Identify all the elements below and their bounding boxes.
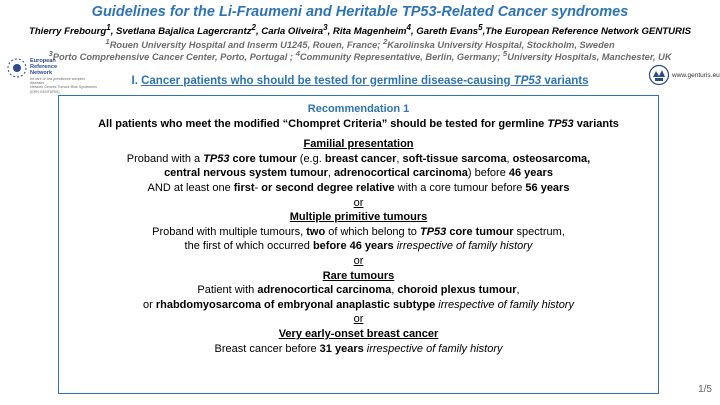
section-numeral: I. (131, 75, 142, 87)
criteria-qualifier: irrespective of family history (438, 298, 574, 311)
page-number: 1/5 (698, 384, 712, 395)
affiliation-text: University Hospitals, Manchester, UK (507, 52, 672, 63)
age-threshold: 56 years (525, 181, 570, 194)
recommendation-title: Recommendation 1 (307, 103, 410, 115)
ern-subtitle-line: Network Genetic Tumour Risk Syndromes (ERN GENTURIS) (30, 85, 97, 94)
criteria-text: , (391, 284, 398, 297)
page-title: Guidelines for the Li-Fraumeni and Heritable TP53-Related Cancer syndromes (91, 4, 629, 20)
familial-line-3 (59, 181, 658, 196)
author-name: Thierry Frebourg (28, 26, 107, 38)
criteria-text: with a core tumour before (394, 181, 526, 194)
author-affiliation-mark: 5 (478, 23, 483, 32)
statement-text: All patients who meet the modified “Chompret Criteria” should be tested for germline (98, 117, 548, 130)
criteria-text: core tumour (446, 225, 514, 238)
gene-name: TP53 (513, 75, 542, 87)
recommendation-content (59, 102, 658, 356)
criteria-text: , (327, 167, 335, 180)
affiliation-text: Porto Comprehensive Cancer Center, Porto, Portugal ; (52, 52, 296, 63)
criteria-text: Breast cancer before (214, 342, 320, 355)
author-name: , Svetlana Bajalica Lagercrantz (110, 26, 252, 38)
or-separator: or (353, 196, 364, 209)
early-onset-header: Very early-onset breast cancer (278, 327, 439, 340)
recommendation-statement (59, 117, 658, 132)
ern-name-line: European (30, 58, 56, 64)
early-onset-line-1 (59, 342, 658, 357)
multiple-header: Multiple primitive tumours (289, 211, 428, 224)
affiliation-mark: 5 (502, 49, 508, 58)
author-affiliation-mark: 2 (251, 23, 256, 32)
ern-name-line: Reference (30, 64, 58, 70)
section-title-text: variants (541, 75, 589, 87)
author-name: ,The European Reference Network GENTURIS (482, 26, 692, 38)
affiliation-mark: 2 (382, 37, 388, 46)
rare-header: Rare tumours (322, 269, 395, 282)
ern-name-line: Network (30, 70, 53, 76)
author-affiliation-mark: 4 (406, 23, 411, 32)
affiliation-text: Rouen University Hospital and Inserm U1245, Rouen, France; (109, 40, 383, 51)
familial-header: Familial presentation (303, 138, 414, 151)
age-threshold: 46 years (508, 167, 553, 180)
tumour-type: adrenocortical carcinoma (334, 167, 468, 180)
age-threshold: 31 years (319, 342, 364, 355)
ern-subtitle-line: for rare or low prevalence complex diseases (30, 77, 86, 86)
criteria-text: AND at least one (147, 181, 234, 194)
familial-line-2 (59, 166, 658, 181)
criteria-text: Proband with a (126, 152, 204, 165)
criteria-text: ) before (467, 167, 509, 180)
criteria-text: the first of which occurred (184, 240, 313, 253)
criteria-text: of which belong to (325, 225, 420, 238)
genturis-url: www.genturis.eu (672, 72, 720, 79)
criteria-text: , (506, 152, 513, 165)
section-title (141, 75, 588, 87)
gene-name: TP53 (547, 117, 574, 130)
author-affiliation-mark: 3 (323, 23, 328, 32)
tumour-type: central nervous system tumour (164, 167, 328, 180)
rare-line-1 (59, 283, 658, 298)
author-list (0, 23, 720, 37)
criteria-text: or (143, 298, 156, 311)
criteria-text: (e.g. (296, 152, 325, 165)
tumour-type: rhabdomyosarcoma of embryonal anaplastic subtype (155, 298, 436, 311)
familial-line-1 (59, 152, 658, 167)
or-separator: or (353, 254, 364, 267)
criteria-qualifier: irrespective of family history (366, 342, 503, 355)
criteria-text: spectrum, (513, 225, 565, 238)
affiliation-text: Community Representative, Berlin, Germany; (299, 52, 503, 63)
multiple-line-2 (59, 239, 658, 254)
criteria-text: Patient with (197, 284, 258, 297)
author-affiliation-mark: 1 (106, 23, 111, 32)
criteria-text: Proband with multiple tumours, (152, 225, 307, 238)
gene-name: TP53 (203, 152, 230, 165)
criteria-qualifier: irrespective of family history (396, 240, 533, 253)
affiliation-text: Karolinska University Hospital, Stockholm, Sweden (387, 40, 615, 51)
age-threshold: before 46 years (312, 240, 394, 253)
tumour-type: osteosarcoma, (512, 152, 591, 165)
rare-line-2 (59, 298, 658, 313)
recommendation-box (58, 95, 659, 394)
author-name: , Gareth Evans (410, 26, 479, 38)
multiple-line-1 (59, 225, 658, 240)
author-name: , Rita Magenheim (327, 26, 407, 38)
criteria-text: core tumour (229, 152, 297, 165)
relative-degree: or second degree relative (261, 181, 395, 194)
statement-text: variants (573, 117, 619, 130)
or-separator: or (353, 313, 364, 326)
relative-degree: first (233, 181, 255, 194)
criteria-text: , (516, 284, 520, 297)
gene-name: TP53 (419, 225, 447, 238)
section-heading (0, 75, 720, 87)
author-name: , Carla Oliveira (255, 26, 324, 38)
criteria-text: , (396, 152, 403, 165)
section-title-text: Cancer patients who should be tested for germline disease-causing (141, 75, 514, 87)
affiliation-line-2 (0, 49, 720, 62)
affiliation-mark: 3 (48, 49, 53, 58)
ern-name (30, 58, 57, 76)
tumour-type: adrenocortical carcinoma (257, 284, 392, 297)
affiliation-mark: 1 (105, 37, 110, 46)
criteria-text: - (254, 181, 262, 194)
tumour-count: two (306, 225, 326, 238)
tumour-type: breast cancer (324, 152, 397, 165)
tumour-type: soft-tissue sarcoma (402, 152, 507, 165)
tumour-type: choroid plexus tumour (397, 284, 517, 297)
affiliation-mark: 4 (295, 49, 300, 58)
